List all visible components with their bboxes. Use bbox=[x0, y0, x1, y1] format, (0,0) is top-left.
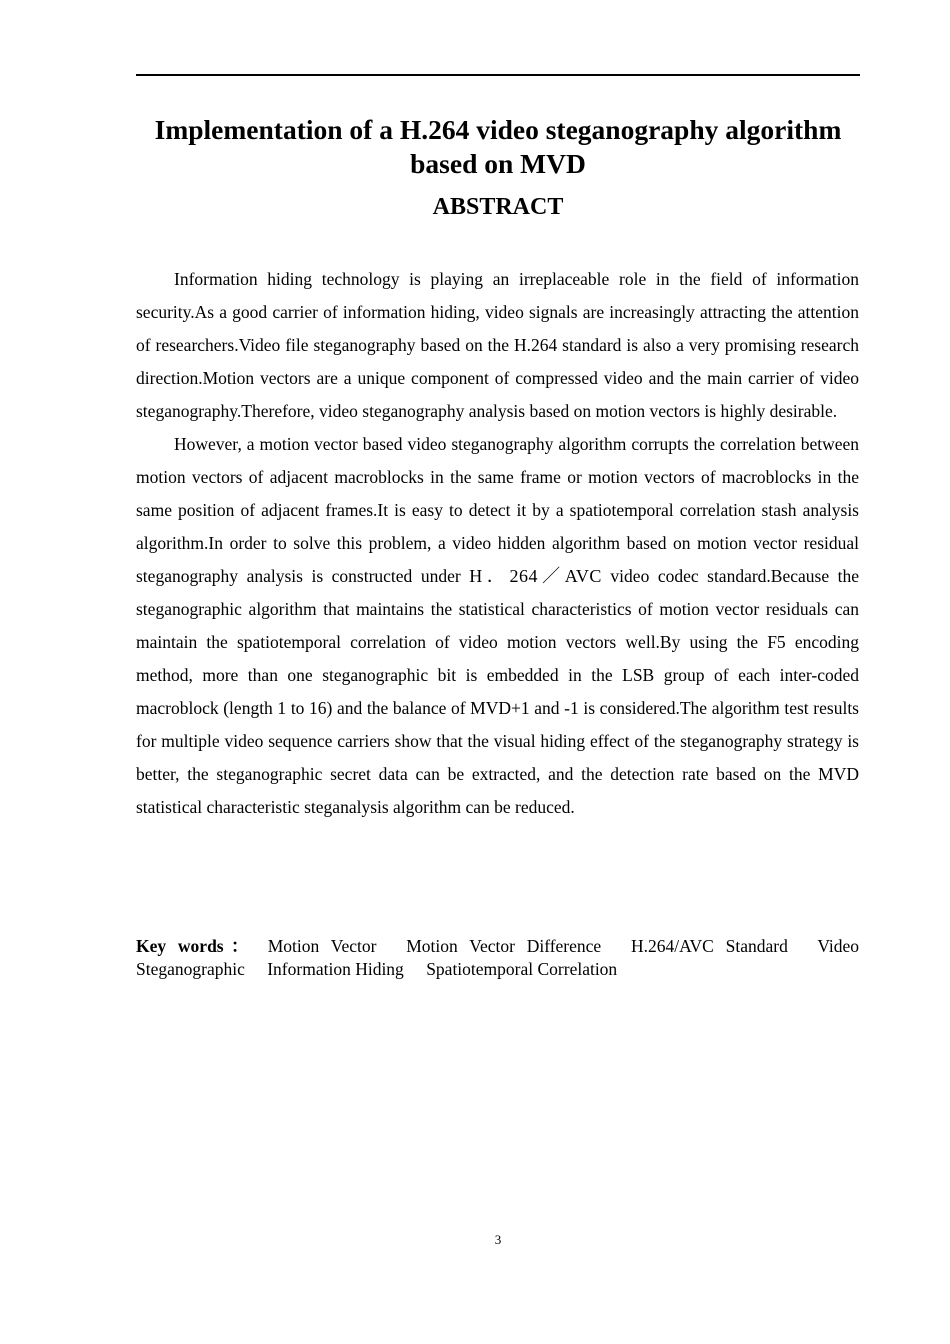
keyword-item: Video Steganographic bbox=[136, 936, 860, 979]
keyword-item: Motion Vector Difference bbox=[406, 936, 602, 956]
codec-standard-term: H．264／AVC bbox=[469, 566, 602, 586]
keyword-item: H.264/AVC Standard bbox=[631, 936, 788, 956]
keywords-label: Key words： bbox=[136, 936, 256, 956]
keyword-item: Information Hiding bbox=[267, 959, 404, 979]
header-rule bbox=[136, 74, 860, 76]
page-number: 3 bbox=[494, 1232, 502, 1247]
paragraph-2-text-end: video codec standard.Because the steganographic algorithm that maintains the statistical characteristics of motion vector residuals can maintain the spatiotemporal correlation of video motion vectors well.By using the F5 encoding method, more than one steganographic bit is embedded in the LSB group of each inter-coded macroblock (length 1 to 16) and the balance of MVD+1 and -1 is considered.The algorithm test results for multiple video sequence carriers show that the visual hiding effect of the steganography strategy is better, the steganographic secret data can be extracted, and the detection rate based on the MVD statistical characteristic steganalysis algorithm can be reduced. bbox=[136, 566, 859, 817]
abstract-paragraph-2 bbox=[136, 428, 859, 824]
keywords-line bbox=[136, 935, 859, 981]
abstract-paragraph-1: Information hiding technology is playing an irreplaceable role in the field of information security.As a good carrier of information hiding, video signals are increasingly attracting the attention of researchers.Video file steganography based on the H.264 standard is also a very promising research direction.Motion vectors are a unique component of compressed video and the main carrier of video steganography.Therefore, video steganography analysis based on motion vectors is highly desirable. bbox=[136, 269, 859, 421]
abstract-heading: ABSTRACT bbox=[432, 194, 564, 220]
keyword-item: Motion Vector bbox=[267, 936, 377, 956]
abstract-body bbox=[136, 263, 859, 824]
paragraph-2-text-start: However, a motion vector based video steganography algorithm corrupts the correlation between motion vectors of adjacent macroblocks in the same frame or motion vectors of macroblocks in the same position of adjacent frames.It is easy to detect it by a spatiotemporal correlation stash analysis algorithm.In order to solve this problem, a video hidden algorithm based on motion vector residual steganography analysis is constructed under bbox=[136, 434, 859, 586]
paper-title: Implementation of a H.264 video steganography algorithm based on MVD bbox=[154, 114, 842, 179]
keyword-item: Spatiotemporal Correlation bbox=[426, 959, 618, 979]
